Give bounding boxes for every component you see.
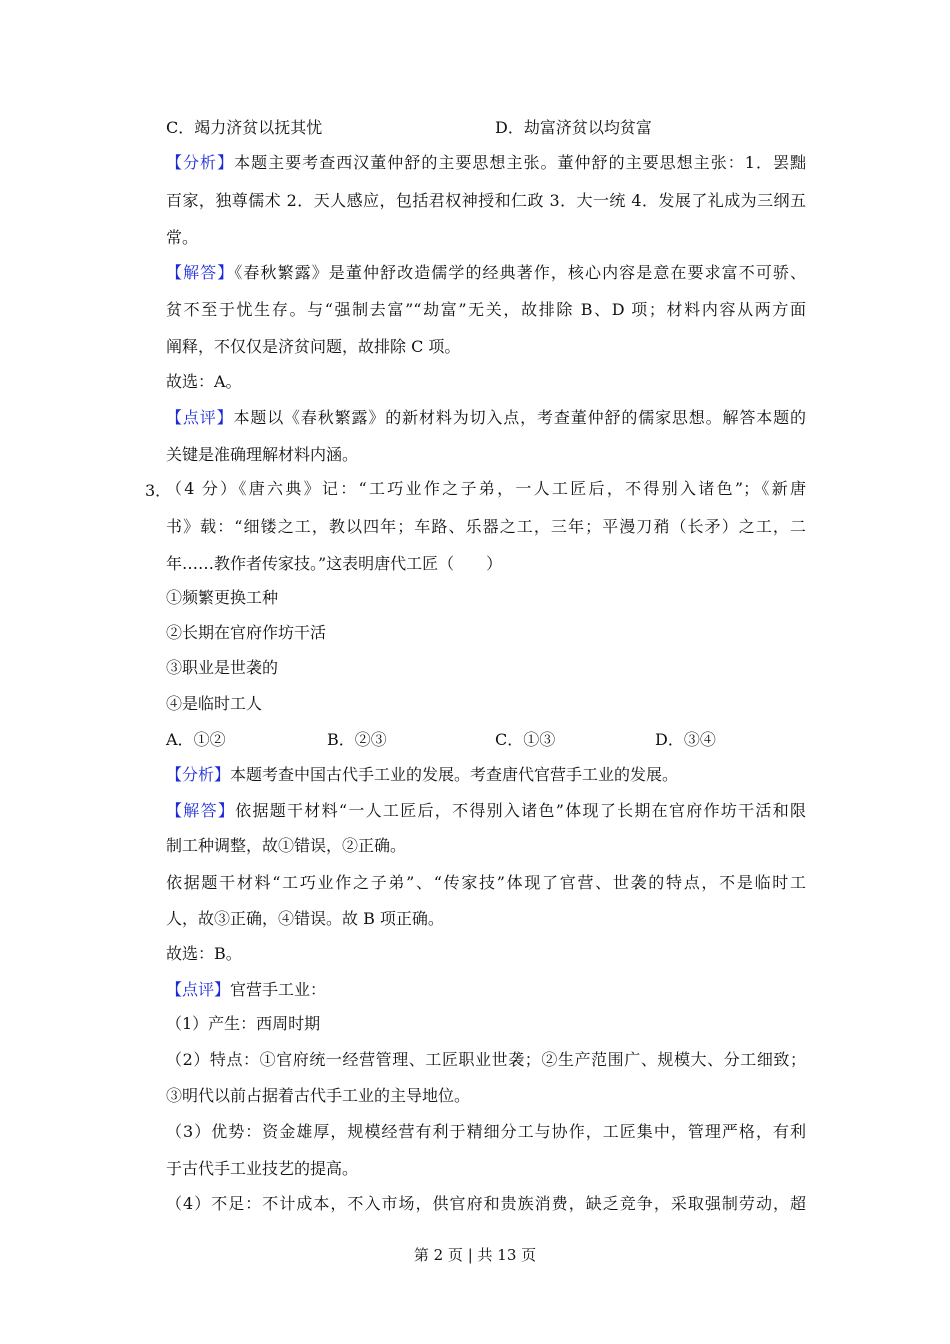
- text-line: [166, 587, 806, 609]
- option-key: C．: [495, 730, 524, 749]
- option-key: A．: [166, 730, 194, 749]
- line-text: （2）特点：①官府统一经营管理、工匠职业世袭；②生产范围广、规模大、分工细致；: [166, 1050, 806, 1069]
- line-text: 人，故③正确，④错误。故 B 项正确。: [166, 909, 444, 928]
- section-label: 【点评】: [166, 980, 231, 999]
- line-text: 书》载：“细镂之工，教以四年；车路、乐器之工，三年；平漫刀矟（长矛）之工，二: [166, 517, 806, 536]
- line-text: 依据题干材料“一人工匠后，不得别入诸色”体现了长期在官府作坊干活和限: [235, 801, 806, 820]
- text-line: [166, 835, 806, 857]
- answer-option: [495, 117, 652, 139]
- line-text: ②长期在官府作坊干活: [166, 623, 327, 642]
- line-text: 关键是准确理解材料内涵。: [166, 445, 359, 464]
- section-label: 【点评】: [166, 408, 234, 427]
- line-text: （1）产生：西周时期: [166, 1014, 321, 1033]
- text-line: [166, 190, 806, 212]
- line-text: 于古代手工业技艺的提高。: [166, 1159, 359, 1178]
- section-label: 【解答】: [166, 263, 235, 282]
- line-text: 故选：B。: [166, 944, 242, 963]
- text-line: [166, 1158, 806, 1180]
- line-text: 本题主要考查西汉董仲舒的主要思想主张。董仲舒的主要思想主张：1．罢黜: [234, 153, 806, 172]
- answer-options-row: [166, 729, 806, 751]
- answer-option: [166, 117, 322, 139]
- text-line: [166, 299, 806, 321]
- text-line: [166, 478, 806, 500]
- line-text: 制工种调整，故①错误，②正确。: [166, 836, 407, 855]
- line-text: ①频繁更换工种: [166, 588, 279, 607]
- answer-option: [327, 729, 387, 751]
- text-line: [166, 800, 806, 822]
- option-key: D．: [495, 118, 524, 137]
- line-text: ④是临时工人: [166, 694, 263, 713]
- option-text: ③④: [683, 730, 716, 749]
- line-text: ③明代以前占据着古代手工业的主导地位。: [166, 1086, 471, 1105]
- text-line: [166, 979, 806, 1001]
- question-number: 3．: [145, 481, 172, 500]
- answer-option: [495, 729, 555, 751]
- line-text: 年……教作者传家技。”这表明唐代工匠（ ）: [166, 554, 503, 573]
- text-line: [166, 657, 806, 679]
- line-text: （3）优势：资金雄厚，规模经营有利于精细分工与协作，工匠集中，管理严格，有利: [166, 1122, 806, 1141]
- text-line: [166, 262, 806, 284]
- text-line: [166, 516, 806, 538]
- option-text: 劫富济贫以均贫富: [523, 118, 652, 137]
- text-line: [166, 336, 806, 358]
- option-key: C．: [166, 118, 195, 137]
- line-text: 百家，独尊儒术 2．天人感应，包括君权神授和仁政 3．大一统 4．发展了礼成为三纲五: [166, 191, 806, 210]
- line-text: 本题考查中国古代手工业的发展。考查唐代官营手工业的发展。: [230, 765, 679, 784]
- line-text: ③职业是世袭的: [166, 658, 279, 677]
- line-text: （4）不足：不计成本，不入市场，供官府和贵族消费，缺乏竞争，采取强制劳动，超: [166, 1194, 806, 1213]
- option-text: ①②: [193, 730, 226, 749]
- section-label: 【分析】: [166, 765, 231, 784]
- text-line: [166, 371, 806, 393]
- option-key: B．: [327, 730, 355, 749]
- section-label: 【解答】: [166, 801, 236, 820]
- answer-options-row: [166, 117, 806, 139]
- option-text: ②③: [354, 730, 387, 749]
- text-line: [166, 1121, 806, 1143]
- line-text: 本题以《春秋繁露》的新材料为切入点，考查董仲舒的儒家思想。解答本题的: [233, 408, 806, 427]
- text-line: [166, 227, 806, 249]
- text-line: [166, 764, 806, 786]
- text-line: [166, 407, 806, 429]
- line-text: 故选：A。: [166, 372, 242, 391]
- text-line: [166, 444, 806, 466]
- text-line: [166, 1049, 806, 1071]
- text-line: [166, 553, 806, 575]
- text-line: [166, 152, 806, 174]
- text-line: [166, 908, 806, 930]
- answer-option: [655, 729, 716, 751]
- text-line: [166, 943, 806, 965]
- option-text: ①③: [523, 730, 556, 749]
- answer-option: [166, 729, 226, 751]
- text-line: [166, 1013, 806, 1035]
- line-text: 依据题干材料“工巧业作之子弟”、“传家技”体现了官营、世袭的特点，不是临时工: [166, 873, 806, 892]
- text-line: [166, 1085, 806, 1107]
- section-label: 【分析】: [166, 153, 235, 172]
- line-text: 贫不至于忧生存。与“强制去富”“劫富”无关，故排除 B、D 项；材料内容从两方面: [166, 300, 806, 319]
- text-line: [166, 1193, 806, 1215]
- text-line: [166, 622, 806, 644]
- line-text: 官营手工业：: [230, 980, 327, 999]
- line-text: 阐释，不仅仅是济贫问题，故排除 C 项。: [166, 337, 461, 356]
- option-text: 竭力济贫以抚其忧: [194, 118, 323, 137]
- line-text: 常。: [166, 228, 199, 247]
- line-text: （4 分）《唐六典》记：“工巧业作之子弟，一人工匠后，不得别入诸色”；《新唐: [166, 479, 806, 498]
- text-line: [166, 872, 806, 894]
- line-text: 《春秋繁露》是董仲舒改造儒学的经典著作，核心内容是意在要求富不可骄、: [234, 263, 806, 282]
- option-key: D．: [655, 730, 684, 749]
- page-footer: 第 2 页 | 共 13 页: [413, 1246, 537, 1264]
- text-line: [166, 693, 806, 715]
